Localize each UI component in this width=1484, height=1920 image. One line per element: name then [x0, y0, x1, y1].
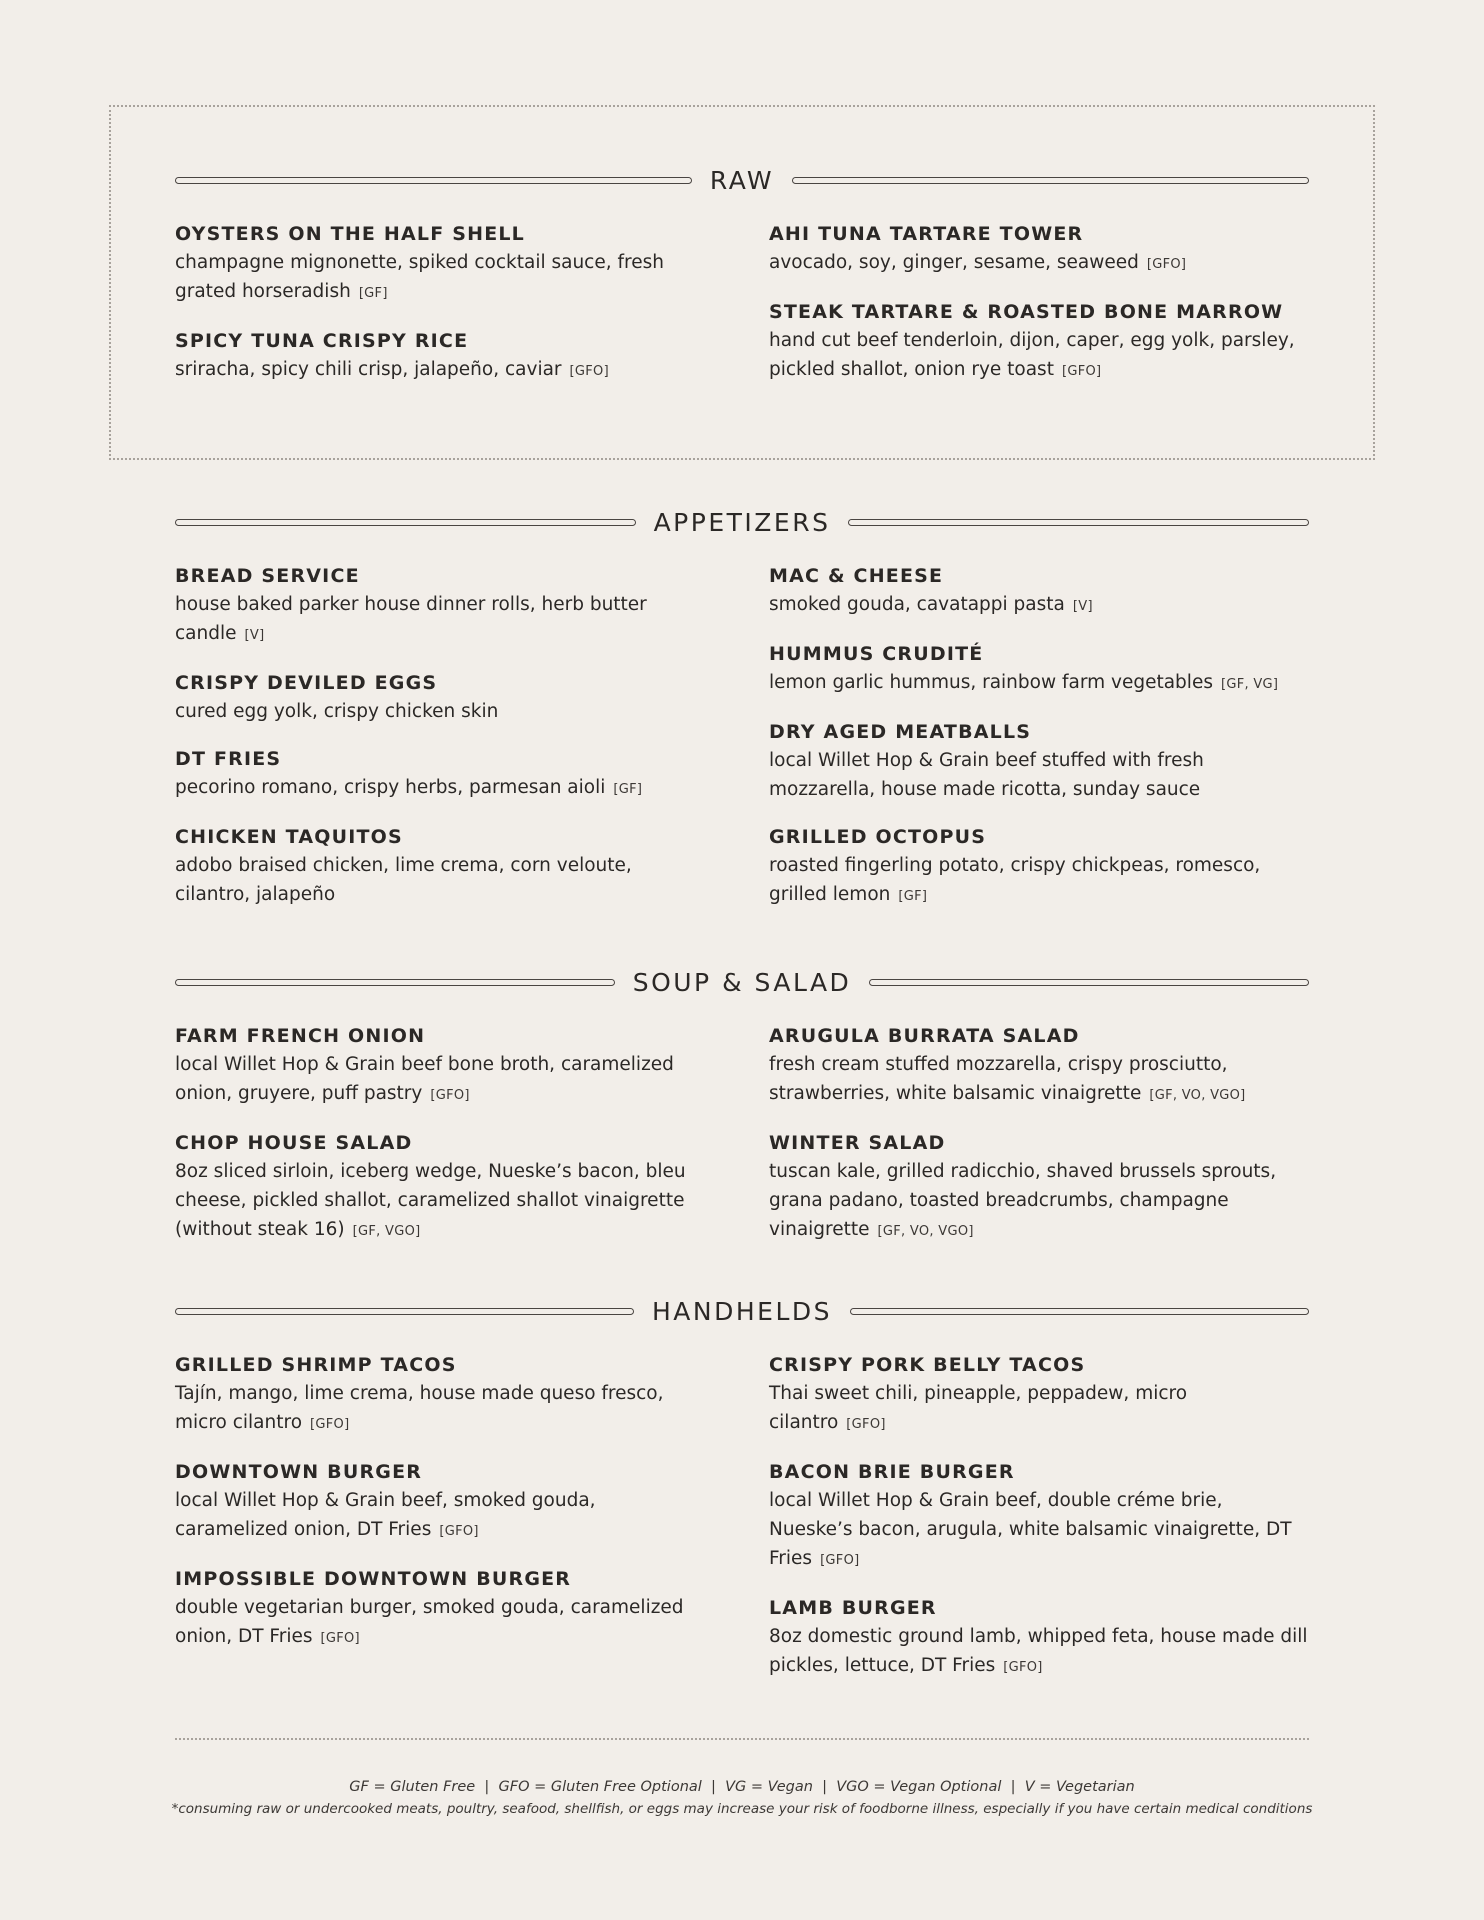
menu-columns [175, 1351, 1309, 1701]
dietary-tag: [GFO] [1061, 364, 1102, 379]
menu-item [175, 745, 705, 804]
menu-item-ingredients: smoked gouda, cavatappi pasta [769, 594, 1065, 615]
menu-item-description [175, 1593, 705, 1653]
menu-item-description [769, 1486, 1309, 1575]
section-title: APPETIZERS [653, 507, 831, 537]
menu-item-name: DRY AGED MEATBALLS [769, 721, 1032, 743]
menu-column-left [175, 562, 705, 930]
dietary-tag: [GFO] [1146, 257, 1187, 272]
dietary-tag: [GF, VG] [1220, 677, 1279, 692]
menu-item-name: OYSTERS ON THE HALF SHELL [175, 223, 525, 245]
menu-item-description [769, 668, 1309, 699]
menu-item-name: MAC & CHEESE [769, 565, 944, 587]
menu-item [175, 327, 705, 386]
dietary-tag: [GFO] [1003, 1660, 1043, 1675]
menu-item-ingredients: pecorino romano, crispy herbs, parmesan aioli [175, 777, 606, 798]
menu-item-description [769, 1379, 1309, 1439]
section-header [175, 1291, 1309, 1331]
menu-item-name: HUMMUS CRUDITÉ [769, 643, 984, 665]
section-title: RAW [709, 165, 775, 195]
menu-item-description [769, 746, 1309, 804]
header-rule-right [850, 1308, 1309, 1315]
section-title: HANDHELDS [652, 1296, 832, 1326]
menu-item-description [175, 248, 705, 308]
menu-column-left [175, 1022, 705, 1265]
menu-item-description [769, 851, 1309, 911]
dietary-tag: [V] [1072, 599, 1093, 614]
menu-columns [175, 1022, 1309, 1265]
dietary-tag: [GFO] [846, 1417, 886, 1432]
dietary-tag: [GF] [358, 286, 388, 301]
menu-item-description [769, 326, 1309, 386]
section-raw [175, 160, 1309, 405]
dietary-tag: [GF] [898, 889, 928, 904]
menu-item-name: AHI TUNA TARTARE TOWER [769, 223, 1084, 245]
menu-item [175, 562, 705, 650]
menu-item-ingredients: adobo braised chicken, lime crema, corn veloute, cilantro, jalapeño [175, 855, 632, 905]
menu-columns [175, 562, 1309, 930]
menu-item-ingredients: Thai sweet chili, pineapple, peppadew, micro cilantro [769, 1383, 1188, 1433]
menu-item [175, 220, 705, 308]
menu-item-description [175, 697, 705, 726]
menu-item [769, 220, 1309, 279]
dietary-tag: [GFO] [439, 1524, 479, 1539]
menu-item [769, 298, 1309, 386]
menu-item-ingredients: house baked parker house dinner rolls, herb butter candle [175, 594, 647, 644]
header-rule-right [869, 979, 1309, 986]
section-appetizers [175, 502, 1309, 930]
menu-item-ingredients: cured egg yolk, crispy chicken skin [175, 701, 499, 722]
menu-item [769, 1129, 1309, 1246]
section-soup-salad [175, 962, 1309, 1265]
menu-item-description [175, 1157, 705, 1246]
menu-item-ingredients: Tajín, mango, lime crema, house made queso fresco, micro cilantro [175, 1383, 664, 1433]
dietary-tag: [GFO] [430, 1088, 470, 1103]
menu-item [175, 669, 705, 726]
menu-item-description [769, 590, 1309, 621]
dietary-tag: [GF, VO, VGO] [877, 1224, 974, 1239]
menu-item [175, 1351, 705, 1439]
dietary-legend [109, 1776, 1375, 1820]
header-rule-left [175, 519, 636, 526]
header-rule-left [175, 177, 692, 184]
dietary-tag: [GF, VGO] [352, 1224, 421, 1239]
menu-item-description [175, 851, 705, 909]
menu-item-name: DOWNTOWN BURGER [175, 1461, 423, 1483]
menu-column-left [175, 1351, 705, 1701]
menu-columns [175, 220, 1309, 405]
menu-item-description [175, 590, 705, 650]
menu-item-description [769, 248, 1309, 279]
menu-item-name: BREAD SERVICE [175, 565, 360, 587]
dietary-tag: [GFO] [569, 364, 609, 379]
menu-column-right [769, 562, 1309, 930]
dietary-tag: [GF] [613, 782, 643, 797]
menu-item-name: CRISPY PORK BELLY TACOS [769, 1354, 1086, 1376]
menu-item-name: CRISPY DEVILED EGGS [175, 672, 438, 694]
menu-item [769, 1351, 1309, 1439]
menu-item [175, 1129, 705, 1246]
section-header [175, 962, 1309, 1002]
section-handhelds [175, 1291, 1309, 1701]
menu-item-description [175, 773, 705, 804]
dietary-tag: [GF, VO, VGO] [1149, 1088, 1246, 1103]
dietary-tag: [V] [244, 628, 265, 643]
menu-item [769, 718, 1309, 804]
menu-item-ingredients: local Willet Hop & Grain beef stuffed with fresh mozzarella, house made ricotta, sunday sauce [769, 750, 1204, 800]
menu-item-ingredients: local Willet Hop & Grain beef bone broth, caramelized onion, gruyere, puff pastry [175, 1054, 674, 1104]
dietary-tag: [GFO] [310, 1417, 350, 1432]
menu-item-description [175, 1486, 705, 1546]
section-header [175, 160, 1309, 200]
menu-item [769, 562, 1309, 621]
menu-item-ingredients: sriracha, spicy chili crisp, jalapeño, caviar [175, 359, 562, 380]
menu-item-name: GRILLED SHRIMP TACOS [175, 1354, 457, 1376]
menu-item-description [175, 355, 705, 386]
header-rule-left [175, 979, 615, 986]
food-safety-disclaimer: *consuming raw or undercooked meats, poultry, seafood, shellfish, or eggs may increase your risk of foodborne illness, especially if you have certain medical conditions [171, 1801, 1313, 1817]
menu-item-name: FARM FRENCH ONION [175, 1025, 426, 1047]
menu-item [769, 640, 1309, 699]
footer-divider [175, 1738, 1309, 1740]
menu-item-ingredients: hand cut beef tenderloin, dijon, caper, egg yolk, parsley, pickled shallot, onion rye toast [769, 330, 1295, 380]
menu-item-name: WINTER SALAD [769, 1132, 946, 1154]
menu-item-name: CHICKEN TAQUITOS [175, 826, 403, 848]
menu-item [769, 1594, 1309, 1682]
header-rule-right [848, 519, 1309, 526]
menu-item-ingredients: avocado, soy, ginger, sesame, seaweed [769, 252, 1139, 273]
menu-item-name: SPICY TUNA CRISPY RICE [175, 330, 469, 352]
menu-item-name: DT FRIES [175, 748, 282, 770]
menu-item [769, 1022, 1309, 1110]
menu-item-description [769, 1622, 1309, 1682]
menu-item [769, 823, 1309, 911]
menu-item-ingredients: fresh cream stuffed mozzarella, crispy prosciutto, strawberries, white balsamic vinaigrette [769, 1054, 1228, 1104]
menu-item [175, 1458, 705, 1546]
menu-item-ingredients: local Willet Hop & Grain beef, smoked gouda, caramelized onion, DT Fries [175, 1490, 596, 1540]
menu-item-ingredients: 8oz sliced sirloin, iceberg wedge, Nueske’s bacon, bleu cheese, pickled shallot, caramelized shallot vinaigrette (without steak 16) [175, 1161, 686, 1240]
menu-item-name: IMPOSSIBLE DOWNTOWN BURGER [175, 1568, 572, 1590]
header-rule-right [792, 177, 1309, 184]
menu-item-ingredients: double vegetarian burger, smoked gouda, caramelized onion, DT Fries [175, 1597, 684, 1647]
menu-item-ingredients: roasted fingerling potato, crispy chickpeas, romesco, grilled lemon [769, 855, 1261, 905]
dietary-tag: [GFO] [320, 1631, 360, 1646]
menu-column-right [769, 220, 1309, 405]
menu-item [769, 1458, 1309, 1575]
menu-item-ingredients: champagne mignonette, spiked cocktail sauce, fresh grated horseradish [175, 252, 664, 302]
menu-item-name: CHOP HOUSE SALAD [175, 1132, 413, 1154]
menu-item-ingredients: local Willet Hop & Grain beef, double créme brie, Nueske’s bacon, arugula, white balsamic vinaigrette, DT Fries [769, 1490, 1292, 1569]
menu-item-name: BACON BRIE BURGER [769, 1461, 1015, 1483]
menu-item [175, 1565, 705, 1653]
menu-item-description [175, 1050, 705, 1110]
menu-column-right [769, 1351, 1309, 1701]
menu-item-ingredients: tuscan kale, grilled radicchio, shaved brussels sprouts, grana padano, toasted breadcrumbs, champagne vinaigrette [769, 1161, 1277, 1240]
menu-item-description [769, 1050, 1309, 1110]
dietary-tag: [GFO] [820, 1553, 860, 1568]
menu-item-name: STEAK TARTARE & ROASTED BONE MARROW [769, 301, 1284, 323]
menu-column-left [175, 220, 705, 405]
menu-item-ingredients: 8oz domestic ground lamb, whipped feta, house made dill pickles, lettuce, DT Fries [769, 1626, 1308, 1676]
menu-item-ingredients: lemon garlic hummus, rainbow farm vegetables [769, 672, 1213, 693]
section-title: SOUP & SALAD [632, 967, 852, 997]
section-header [175, 502, 1309, 542]
menu-item [175, 1022, 705, 1110]
menu-column-right [769, 1022, 1309, 1265]
menu-item-name: ARUGULA BURRATA SALAD [769, 1025, 1080, 1047]
legend-key: GF = Gluten Free | GFO = Gluten Free Optional | VG = Vegan | VGO = Vegan Optional | V = Vegetarian [349, 1779, 1135, 1795]
menu-item-name: GRILLED OCTOPUS [769, 826, 987, 848]
header-rule-left [175, 1308, 634, 1315]
menu-item [175, 823, 705, 909]
menu-item-description [175, 1379, 705, 1439]
menu-item-name: LAMB BURGER [769, 1597, 937, 1619]
menu-item-description [769, 1157, 1309, 1246]
